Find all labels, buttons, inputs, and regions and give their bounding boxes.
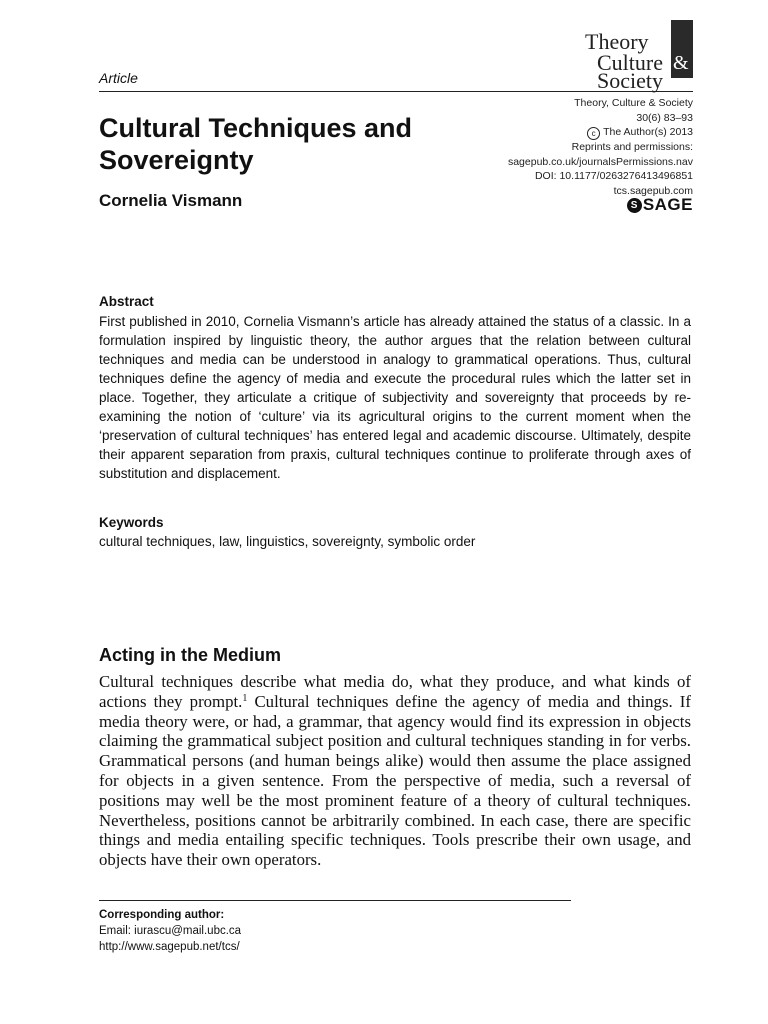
journal-site-link[interactable]: tcs.sagepub.com (613, 184, 693, 197)
logo-word-theory: Theory (585, 29, 649, 54)
sage-icon: S (627, 198, 642, 213)
footnote-marker[interactable]: 1 (242, 692, 248, 704)
publisher-name: SAGE (642, 195, 693, 214)
copyright-text: The Author(s) 2013 (603, 126, 693, 139)
journal-logo (585, 20, 693, 93)
journal-doi[interactable]: DOI: 10.1177/0263276413496851 (534, 170, 693, 183)
article-author: Cornelia Vismann (99, 191, 243, 210)
logo-word-society: Society (597, 68, 663, 93)
corresponding-author-heading: Corresponding author: (99, 909, 225, 921)
copyright-icon: c (587, 127, 600, 140)
article-title: Cultural Techniques and Sovereignty (99, 113, 413, 175)
journal-volume: 30(6) 83–93 (636, 111, 693, 124)
logo-ampersand-block (671, 20, 693, 78)
logo-ampersand: & (673, 52, 689, 74)
section-body (99, 672, 691, 870)
section-text-part-1: Cultural techniques describe what media do, what they produce, and what kinds of actions they prompt. (99, 672, 691, 711)
journal-copyright (508, 125, 693, 140)
journal-name: Theory, Culture & Society (574, 97, 693, 109)
journal-permissions-link[interactable]: sagepub.co.uk/journalsPermissions.nav (507, 155, 693, 168)
abstract-text: First published in 2010, Cornelia Vismann’s article has already attained the status of a classic. In a formulation inspired by linguistic theory, the author argues that the relation between cultural techniques and media can be understood in analogy to grammatical operations. Thus, cultural techniques define the agency of media and execute the procedural rules which the latter set in place. Together, they articulate a critique of subjectivity and sovereignty that proceeds by re-examining the notion of ‘culture’ via its agricultural origins to the current moment when the ‘preservation of cultural techniques’ has entered legal and academic discourse. Ultimately, despite their apparent separation from praxis, cultural techniques continue to proliferate through axes of substitution and displacement. (99, 314, 691, 481)
logo-word-culture: Culture (597, 50, 663, 75)
journal-url-link[interactable]: http://www.sagepub.net/tcs/ (99, 941, 240, 953)
keywords-heading: Keywords (99, 515, 164, 530)
section-text-part-2: Cultural techniques define the agency of media and things. If media theory were, or had, a grammar, that agency would find its expression in objects claiming the grammatical subject position and cultural techniques standing in for verbs. Grammatical persons (and human beings alike) would then assume the place assigned for objects in a given sentence. From the perspective of media, such a reversal of positions may well be the most prominent feature of a theory of cultural techniques. Nevertheless, positions cannot be arbitrarily combined. In each case, there are specific things and media entailing specific techniques. Tools prescribe their own usage, and objects have their own operators. (99, 691, 691, 870)
keywords-text: cultural techniques, law, linguistics, sovereignty, symbolic order (99, 534, 476, 549)
abstract-heading: Abstract (99, 294, 154, 309)
journal-reprints: Reprints and permissions: (571, 141, 693, 154)
corresponding-author-email[interactable]: Email: iurascu@mail.ubc.ca (99, 925, 242, 937)
publisher-logo (627, 195, 693, 215)
article-type-label: Article (99, 70, 138, 86)
journal-info (508, 96, 693, 199)
footer-rule (99, 900, 571, 901)
section-heading: Acting in the Medium (99, 645, 281, 665)
